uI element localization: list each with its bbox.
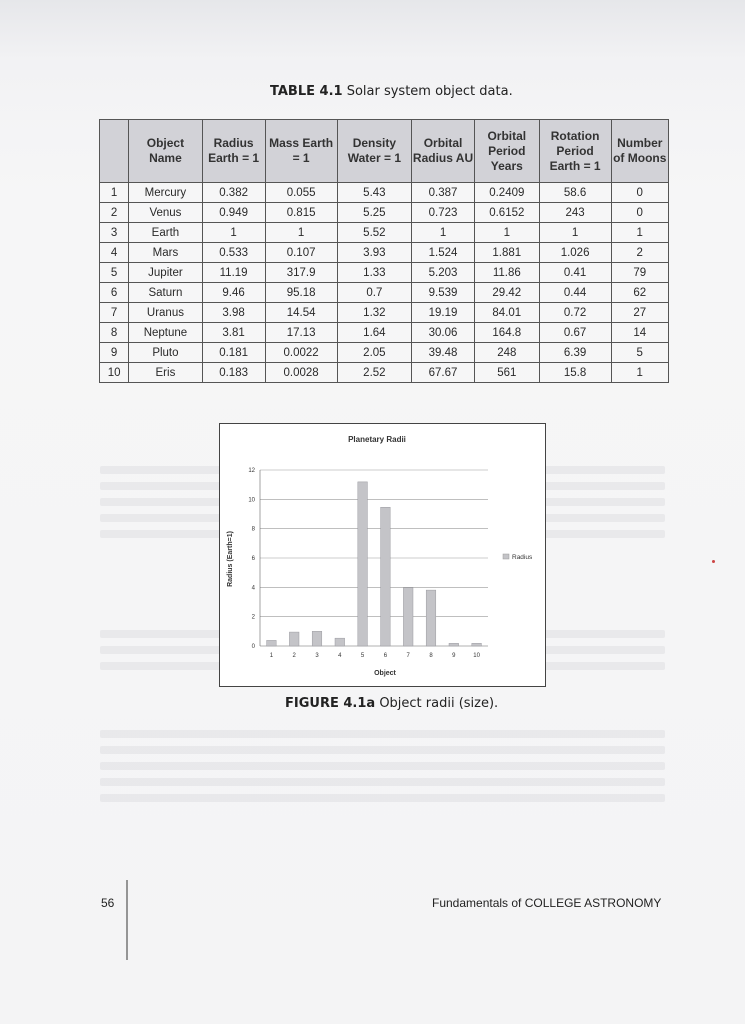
table-cell: 5.52 bbox=[337, 223, 411, 243]
table-cell: 0.055 bbox=[265, 183, 337, 203]
row-index-cell: 5 bbox=[100, 263, 129, 283]
table-row bbox=[100, 263, 669, 283]
table-cell: Mars bbox=[129, 243, 202, 263]
table-cell: 0 bbox=[611, 183, 669, 203]
table-cell: 1 bbox=[474, 223, 539, 243]
table-cell: 2.05 bbox=[337, 343, 411, 363]
table-cell: 6.39 bbox=[539, 343, 611, 363]
table-cell: 3.81 bbox=[202, 323, 265, 343]
table-cell: 67.67 bbox=[412, 363, 475, 383]
table-cell: 39.48 bbox=[412, 343, 475, 363]
row-index-cell: 6 bbox=[100, 283, 129, 303]
row-index-cell: 1 bbox=[100, 183, 129, 203]
table-cell: 1.524 bbox=[412, 243, 475, 263]
table-row bbox=[100, 343, 669, 363]
table-cell: Pluto bbox=[129, 343, 202, 363]
table-cell: Uranus bbox=[129, 303, 202, 323]
bar-5 bbox=[358, 482, 368, 646]
table-cell: 5.25 bbox=[337, 203, 411, 223]
table-cell: 17.13 bbox=[265, 323, 337, 343]
x-tick-label: 4 bbox=[338, 653, 342, 659]
table-cell: 1 bbox=[265, 223, 337, 243]
table-cell: 0.382 bbox=[202, 183, 265, 203]
table-cell: 1.33 bbox=[337, 263, 411, 283]
table-cell: 0.72 bbox=[539, 303, 611, 323]
table-cell: 1 bbox=[611, 363, 669, 383]
chart-legend bbox=[503, 554, 533, 561]
bar-6 bbox=[381, 507, 391, 646]
table-cell: 9.46 bbox=[202, 283, 265, 303]
table-cell: Venus bbox=[129, 203, 202, 223]
table-cell: Jupiter bbox=[129, 263, 202, 283]
planetary-radii-chart bbox=[219, 423, 546, 687]
bar-4 bbox=[335, 638, 345, 646]
table-header-cell: Object Name bbox=[129, 120, 202, 183]
table-cell: 11.86 bbox=[474, 263, 539, 283]
table-cell: 3.98 bbox=[202, 303, 265, 323]
table-cell: Earth bbox=[129, 223, 202, 243]
table-cell: 1.881 bbox=[474, 243, 539, 263]
table-cell: 5.43 bbox=[337, 183, 411, 203]
x-tick-label: 3 bbox=[315, 653, 319, 659]
bar-7 bbox=[403, 588, 413, 646]
bleed-through-line bbox=[100, 794, 665, 802]
table-header-cell: Number of Moons bbox=[611, 120, 669, 183]
table-cell: 2 bbox=[611, 243, 669, 263]
table-cell: Saturn bbox=[129, 283, 202, 303]
table-cell: 58.6 bbox=[539, 183, 611, 203]
table-cell: 0.6152 bbox=[474, 203, 539, 223]
row-index-cell: 3 bbox=[100, 223, 129, 243]
table-cell: 164.8 bbox=[474, 323, 539, 343]
x-tick-label: 7 bbox=[406, 653, 410, 659]
table-row bbox=[100, 203, 669, 223]
x-tick-label: 6 bbox=[383, 653, 388, 659]
figure-caption bbox=[285, 696, 498, 711]
figure-caption-label: FIGURE 4.1a bbox=[285, 696, 376, 711]
bleed-through-line bbox=[100, 778, 665, 786]
paper-speck bbox=[712, 560, 715, 563]
table-cell: 0.183 bbox=[202, 363, 265, 383]
table-caption-text: Solar system object data. bbox=[346, 84, 513, 99]
table-cell: 2.52 bbox=[337, 363, 411, 383]
y-tick-label: 0 bbox=[251, 644, 255, 650]
y-tick-label: 2 bbox=[251, 614, 255, 621]
table-cell: 561 bbox=[474, 363, 539, 383]
table-cell: 95.18 bbox=[265, 283, 337, 303]
table-cell: 15.8 bbox=[539, 363, 611, 383]
table-caption-label: TABLE 4.1 bbox=[270, 84, 343, 99]
table-cell: 0.723 bbox=[412, 203, 475, 223]
table-cell: 0.107 bbox=[265, 243, 337, 263]
table-cell: 0.815 bbox=[265, 203, 337, 223]
table-cell: 1.026 bbox=[539, 243, 611, 263]
table-row bbox=[100, 183, 669, 203]
table-cell: 0.949 bbox=[202, 203, 265, 223]
table-cell: 11.19 bbox=[202, 263, 265, 283]
chart-title: Planetary Radii bbox=[348, 435, 406, 444]
table-row bbox=[100, 283, 669, 303]
x-tick-label: 9 bbox=[452, 653, 456, 659]
table-cell: 0.0028 bbox=[265, 363, 337, 383]
table-cell: 1 bbox=[611, 223, 669, 243]
x-tick-label: 8 bbox=[429, 653, 433, 659]
bleed-through-line bbox=[100, 762, 665, 770]
y-tick-label: 10 bbox=[248, 497, 255, 504]
y-tick-label: 6 bbox=[251, 556, 255, 562]
solar-system-table bbox=[99, 119, 669, 383]
table-header-row bbox=[100, 120, 669, 183]
row-index-cell: 7 bbox=[100, 303, 129, 323]
x-tick-label: 10 bbox=[473, 653, 480, 659]
bar-10 bbox=[472, 643, 482, 646]
table-cell: 14 bbox=[611, 323, 669, 343]
table-cell: 0.67 bbox=[539, 323, 611, 343]
table-caption bbox=[270, 84, 513, 99]
x-tick-label: 2 bbox=[292, 653, 296, 659]
page-number: 56 bbox=[101, 896, 115, 910]
table-cell: 248 bbox=[474, 343, 539, 363]
table-header-cell: Rotation Period Earth = 1 bbox=[539, 120, 611, 183]
chart-bars bbox=[267, 482, 482, 646]
figure-caption-text: Object radii (size). bbox=[379, 696, 499, 711]
row-index-cell: 10 bbox=[100, 363, 129, 383]
table-cell: 0.533 bbox=[202, 243, 265, 263]
row-index-cell: 8 bbox=[100, 323, 129, 343]
table-cell: 0.387 bbox=[412, 183, 475, 203]
x-tick-label: 5 bbox=[360, 653, 365, 659]
bar-2 bbox=[289, 632, 299, 646]
table-cell: 0.7 bbox=[337, 283, 411, 303]
table-cell: Eris bbox=[129, 363, 202, 383]
table-cell: 0 bbox=[611, 203, 669, 223]
table-header-cell: Orbital Period Years bbox=[474, 120, 539, 183]
y-tick-label: 8 bbox=[251, 526, 255, 533]
table-row bbox=[100, 243, 669, 263]
legend-label: Radius bbox=[512, 554, 533, 561]
row-index-cell: 2 bbox=[100, 203, 129, 223]
table-header-index bbox=[100, 120, 129, 183]
table-cell: 0.44 bbox=[539, 283, 611, 303]
table-cell: 0.41 bbox=[539, 263, 611, 283]
table-cell: 30.06 bbox=[412, 323, 475, 343]
chart-canvas bbox=[220, 424, 545, 686]
table-cell: 84.01 bbox=[474, 303, 539, 323]
table-cell: 62 bbox=[611, 283, 669, 303]
table-header-cell: Orbital Radius AU bbox=[412, 120, 475, 183]
table-row bbox=[100, 363, 669, 383]
table-cell: 79 bbox=[611, 263, 669, 283]
table-cell: Mercury bbox=[129, 183, 202, 203]
row-index-cell: 4 bbox=[100, 243, 129, 263]
table-cell: 1.64 bbox=[337, 323, 411, 343]
table-cell: 1 bbox=[539, 223, 611, 243]
chart-y-axis-label: Radius (Earth=1) bbox=[227, 531, 234, 587]
row-index-cell: 9 bbox=[100, 343, 129, 363]
y-tick-label: 4 bbox=[251, 585, 255, 592]
table-cell: 1.32 bbox=[337, 303, 411, 323]
table-body bbox=[100, 183, 669, 383]
bar-8 bbox=[426, 590, 436, 646]
table-cell: 243 bbox=[539, 203, 611, 223]
table-cell: 5.203 bbox=[412, 263, 475, 283]
bleed-through-line bbox=[100, 746, 665, 754]
binding-shadow bbox=[126, 880, 128, 960]
bar-3 bbox=[312, 631, 322, 646]
bar-1 bbox=[267, 640, 277, 646]
table-cell: 29.42 bbox=[474, 283, 539, 303]
table-cell: 0.181 bbox=[202, 343, 265, 363]
running-footer-title: Fundamentals of COLLEGE ASTRONOMY bbox=[432, 896, 662, 910]
table-cell: 1 bbox=[412, 223, 475, 243]
bleed-through-line bbox=[100, 730, 665, 738]
table-header-cell: Radius Earth = 1 bbox=[202, 120, 265, 183]
table-cell: 27 bbox=[611, 303, 669, 323]
table-row bbox=[100, 303, 669, 323]
table-cell: 0.2409 bbox=[474, 183, 539, 203]
bar-9 bbox=[449, 643, 459, 646]
table-header-cell: Density Water = 1 bbox=[337, 120, 411, 183]
chart-grid bbox=[260, 470, 488, 646]
table-cell: 0.0022 bbox=[265, 343, 337, 363]
table-cell: 19.19 bbox=[412, 303, 475, 323]
table-header-cell: Mass Earth = 1 bbox=[265, 120, 337, 183]
x-tick-label: 1 bbox=[269, 653, 274, 659]
table-row bbox=[100, 223, 669, 243]
legend-swatch bbox=[503, 554, 509, 559]
chart-x-axis-label: Object bbox=[374, 670, 396, 677]
table-cell: 5 bbox=[611, 343, 669, 363]
y-tick-label: 12 bbox=[248, 468, 255, 474]
table-cell: 9.539 bbox=[412, 283, 475, 303]
table-row bbox=[100, 323, 669, 343]
table-cell: 14.54 bbox=[265, 303, 337, 323]
table-cell: Neptune bbox=[129, 323, 202, 343]
table-cell: 1 bbox=[202, 223, 265, 243]
table-cell: 317.9 bbox=[265, 263, 337, 283]
table-cell: 3.93 bbox=[337, 243, 411, 263]
